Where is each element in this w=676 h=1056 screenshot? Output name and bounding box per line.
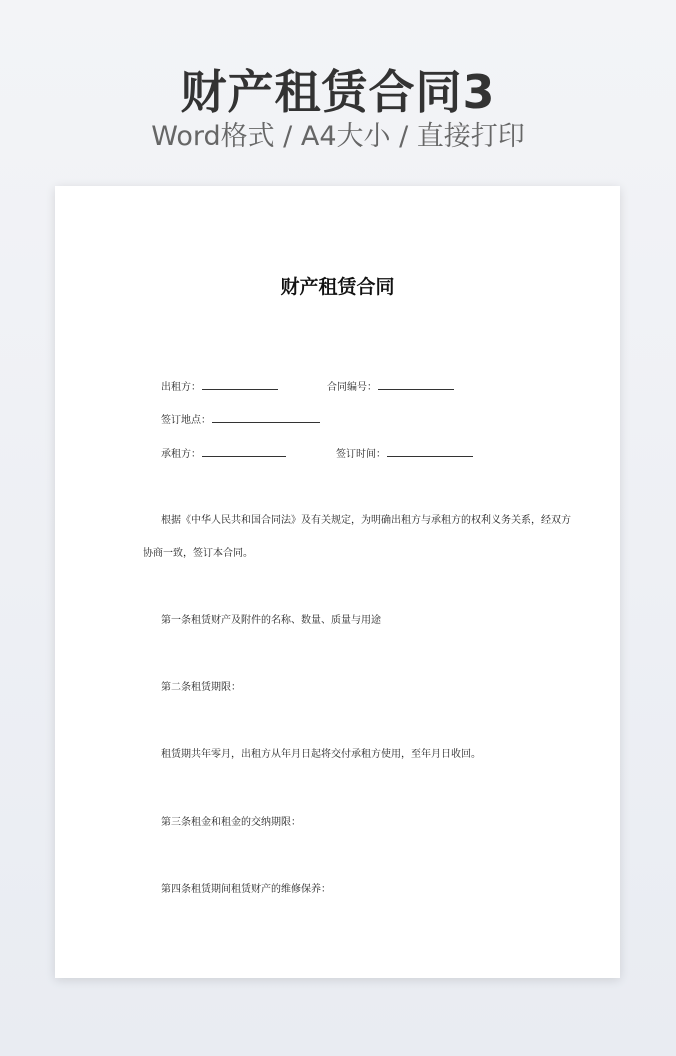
contract-no-label: 合同编号： bbox=[327, 382, 377, 393]
signing-place-blank bbox=[212, 412, 320, 423]
article-2-heading: 第二条租赁期限： bbox=[161, 682, 241, 693]
preamble-line-1: 根据《中华人民共和国合同法》及有关规定，为明确出租方与承租方的权利义务关系，经双方 bbox=[161, 515, 571, 526]
article-4-heading: 第四条租赁期间租赁财产的维修保养： bbox=[161, 884, 331, 895]
article-1-heading: 第一条租赁财产及附件的名称、数量、质量与用途 bbox=[161, 615, 381, 626]
signing-place-field bbox=[161, 412, 320, 429]
document-page bbox=[55, 186, 620, 978]
signing-time-blank bbox=[387, 446, 473, 457]
lessee-field bbox=[161, 446, 286, 463]
lessor-label: 出租方： bbox=[161, 382, 201, 393]
signing-time-label: 签订时间： bbox=[336, 449, 386, 460]
article-3-heading: 第三条租金和租金的交纳期限： bbox=[161, 817, 301, 828]
lessee-blank bbox=[202, 446, 286, 457]
lessor-blank bbox=[202, 379, 278, 390]
contract-no-blank bbox=[378, 379, 454, 390]
banner-subtitle: Word格式 / A4大小 / 直接打印 bbox=[151, 121, 525, 152]
preamble-line-2: 协商一致，签订本合同。 bbox=[143, 548, 253, 559]
lessor-field bbox=[161, 379, 278, 396]
banner-title: 财产租赁合同3 bbox=[180, 65, 496, 119]
contract-no-field bbox=[327, 379, 454, 396]
lessee-label: 承租方： bbox=[161, 449, 201, 460]
signing-place-label: 签订地点： bbox=[161, 415, 211, 426]
signing-time-field bbox=[336, 446, 473, 463]
document-title: 财产租赁合同 bbox=[280, 276, 395, 298]
lease-term-text: 租赁期共年零月，出租方从年月日起将交付承租方使用，至年月日收回。 bbox=[161, 749, 481, 760]
